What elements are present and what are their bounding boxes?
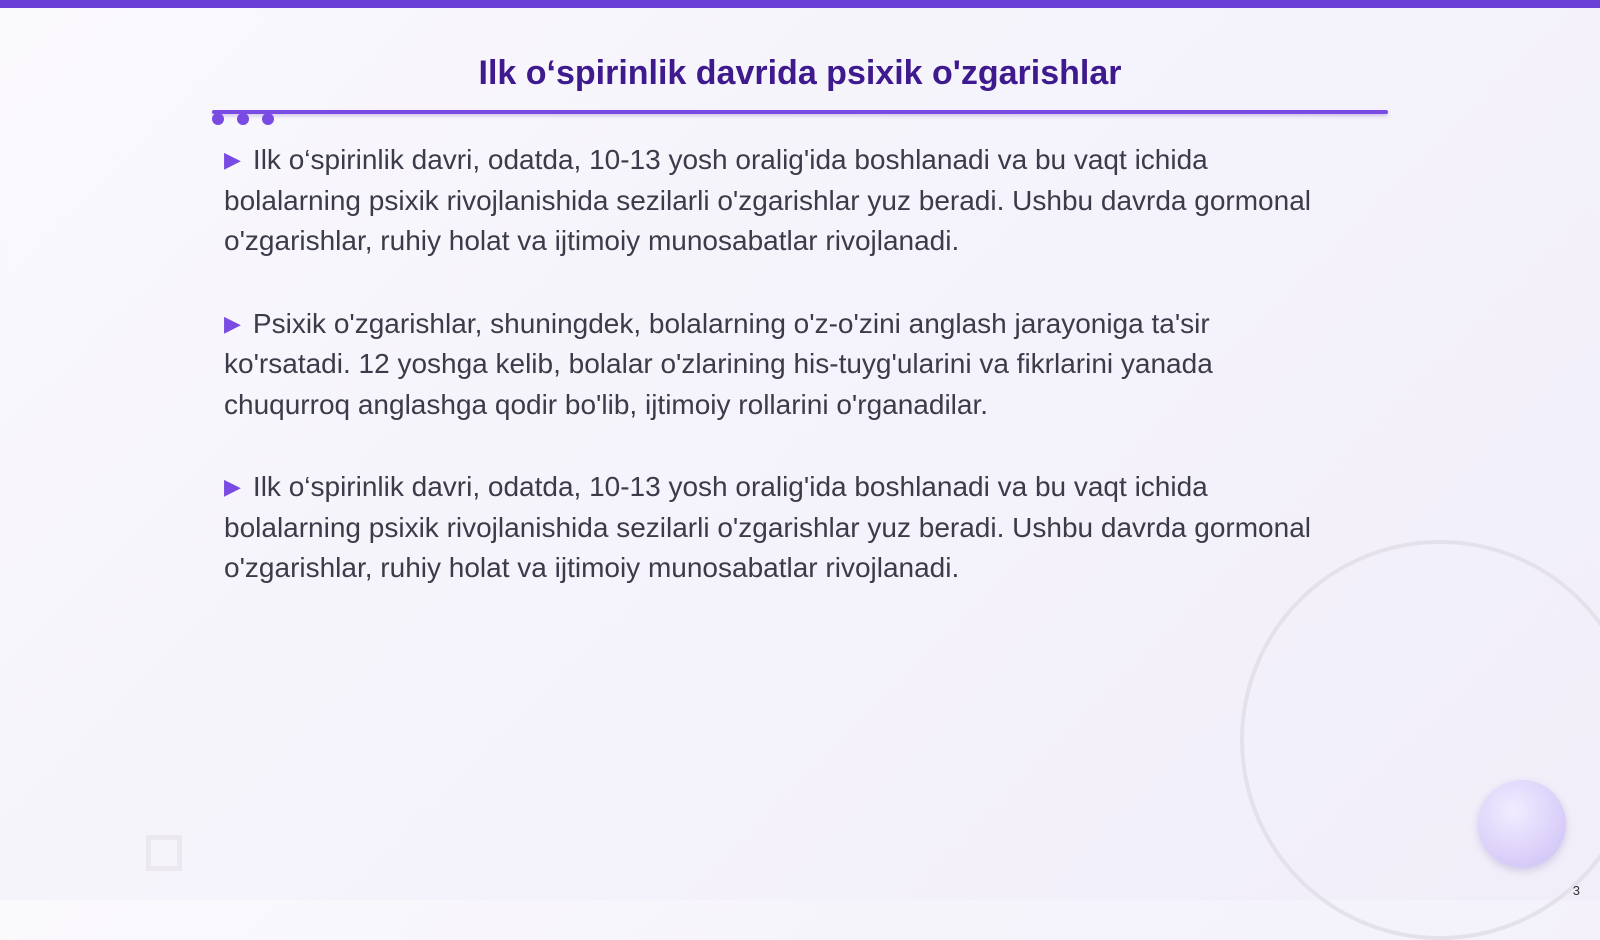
decorative-dot [237,113,249,125]
top-accent-bar [0,0,1600,8]
decorative-dot [212,113,224,125]
bullet-text: Ilk o‘spirinlik davri, odatda, 10-13 yosh oralig'ida boshlanadi va bu vaqt ichida bolalarning psixik rivojlanishida sezilarli o'zgarishlar yuz beradi. Ushbu davrda gormonal o'zgarishlar, ruhiy holat va ijtimoiy munosabatlar rivojlanadi. [224,471,1311,583]
play-triangle-icon: ▶ [224,147,241,172]
bullet-text: Ilk o‘spirinlik davri, odatda, 10-13 yosh oralig'ida boshlanadi va bu vaqt ichida bolalarning psixik rivojlanishida sezilarli o'zgarishlar yuz beradi. Ushbu davrda gormonal o'zgarishlar, ruhiy holat va ijtimoiy munosabatlar rivojlanadi. [224,144,1311,256]
page-number: 3 [1572,883,1580,898]
bullet-item [224,304,1344,426]
slide-title: Ilk o‘spirinlik davrida psixik o'zgarishlar [478,54,1122,92]
decorative-orb [1478,780,1566,868]
bullet-list [224,140,1344,631]
play-triangle-icon: ▶ [224,310,241,336]
play-triangle-icon: ▶ [224,474,241,499]
bullet-item [224,140,1344,262]
bullet-item [224,467,1344,589]
decorative-dot [262,113,274,125]
decorative-square [146,835,182,871]
bullet-text: Psixik o'zgarishlar, shuningdek, bolalarning o'z-o'zini anglash jarayoniga ta'sir ko'rsatadi. 12 yoshga kelib, bolalar o'zlarining his-tuyg'ularini va fikrlarini yanada chuqurroq anglashga qodir bo'lib, ijtimoiy rollarini o'rganadilar. [224,307,1213,420]
title-underline [212,110,1388,114]
